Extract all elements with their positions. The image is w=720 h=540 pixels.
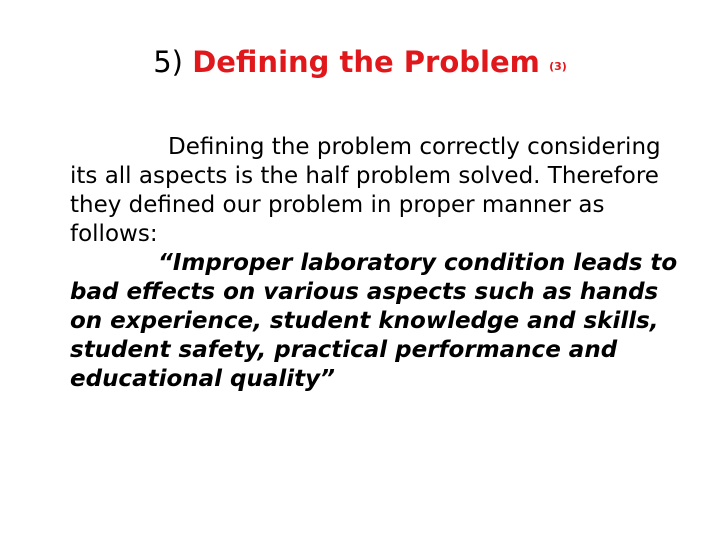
slide-title xyxy=(0,40,720,89)
title-text: Defining the Problem xyxy=(192,45,540,79)
slide-body xyxy=(70,133,682,394)
title-number: 5) xyxy=(153,45,183,79)
body-paragraph: Defining the problem correctly considering its all aspects is the half problem solved. Therefore they defined our problem in proper manner as follows: xyxy=(70,134,661,247)
problem-statement-quote: “Improper laboratory condition leads to bad effects on various aspects such as hands on experience, student knowledge and skills, student safety, practical performance and educational quality” xyxy=(70,250,678,392)
title-reference: (3) xyxy=(549,60,567,73)
